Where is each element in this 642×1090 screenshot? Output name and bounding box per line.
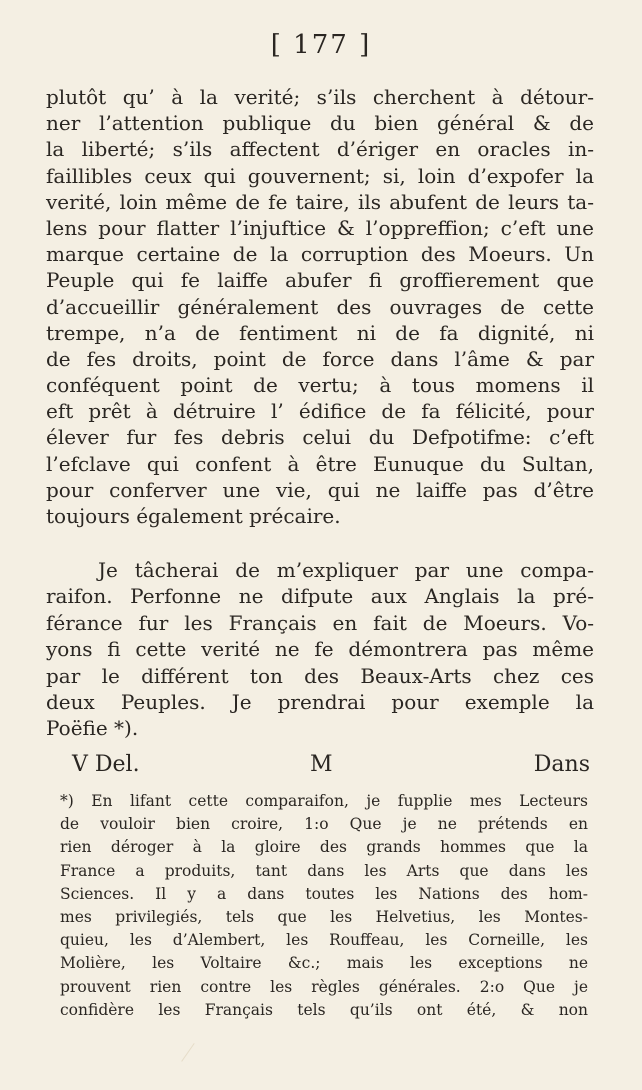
catchword: Dans <box>533 752 590 777</box>
footnote-line: *) En lifant cette comparaifon, je fupplie mes Lecteurs <box>60 792 588 810</box>
text-line: faillibles ceux qui gouvernent; si, loin d’expofer la <box>46 163 594 188</box>
text-line: férance fur les Français en fait de Moeurs. Vo- <box>46 610 594 635</box>
text-line: de fes droits, point de force dans l’âme & par <box>46 346 594 371</box>
text-line: eft prêt à détruire l’ édifice de fa félicité, pour <box>46 399 594 424</box>
page-number: [ 177 ] <box>270 30 372 60</box>
text-line: la liberté; s’ils affectent d’ériger en oracles in- <box>46 137 594 162</box>
text-line: trempe, n’a de fentiment ni de fa dignité, ni <box>46 320 594 345</box>
footnote-line: quieu, les d’Alembert, les Rouffeau, les Corneille, les <box>60 931 588 950</box>
paper-mark <box>181 1043 208 1071</box>
paragraph-2 <box>46 557 594 742</box>
text-line: plutôt qu’ à la verité; s’ils cherchent à détour- <box>46 85 594 109</box>
footnote-line: de vouloir bien croire, 1:o Que je ne prétends en <box>60 815 588 834</box>
footnote <box>60 790 588 1022</box>
text-line: yons fi cette verité ne fe démontrera pas même <box>46 637 594 662</box>
footnote-line: France a produits, tant dans les Arts que dans les <box>60 861 588 880</box>
volume-mark: V Del. <box>72 752 140 777</box>
footnote-line: Molière, les Voltaire &c.; mais les exceptions ne <box>60 954 588 973</box>
text-line: d’accueillir généralement des ouvrages de cette <box>46 294 594 319</box>
text-line: Je tâcherai de m’expliquer par une compa- <box>98 558 594 582</box>
signature-line <box>72 752 590 782</box>
text-line: deux Peuples. Je prendrai pour exemple la <box>46 689 594 714</box>
text-line: par le différent ton des Beaux-Arts chez ces <box>46 663 594 688</box>
footnote-line: rien déroger à la gloire des grands hommes que la <box>60 838 588 857</box>
text-line: pour conferver une vie, qui ne laiffe pas d’être <box>46 477 594 502</box>
text-line: l’efclave qui confent à être Eunuque du Sultan, <box>46 451 594 476</box>
text-line: raifon. Perfonne ne difpute aux Anglais la pré- <box>46 584 594 609</box>
text-line: marque certaine de la corruption des Moeurs. Un <box>46 242 594 267</box>
text-line: ner l’attention publique du bien général & de <box>46 111 594 136</box>
text-line: élever fur fes debris celui du Defpotifme: c’eft <box>46 425 594 450</box>
text-line: toujours également précaire. <box>46 504 341 528</box>
paragraph-1 <box>46 84 594 529</box>
footnote-line: prouvent rien contre les règles générales. 2:o Que je <box>60 977 588 996</box>
footnote-line: confidère les Français tels qu’ils ont été, & non <box>60 1000 588 1019</box>
text-line: Poëfie *). <box>46 716 139 741</box>
text-line: Peuple qui fe laiffe abufer fi groffierement que <box>46 268 594 293</box>
text-line: verité, loin même de fe taire, ils abufent de leurs ta- <box>46 189 594 214</box>
footnote-line: Sciences. Il y a dans toutes les Nations des hom- <box>60 884 588 903</box>
signature-mark: M <box>310 752 333 777</box>
footnote-line: mes privilegiés, tels que les Helvetius, les Montes- <box>60 907 588 926</box>
text-line: conféquent point de vertu; à tous momens il <box>46 373 594 398</box>
text-line: lens pour flatter l’injuftice & l’oppreffion; c’eft une <box>46 215 594 240</box>
